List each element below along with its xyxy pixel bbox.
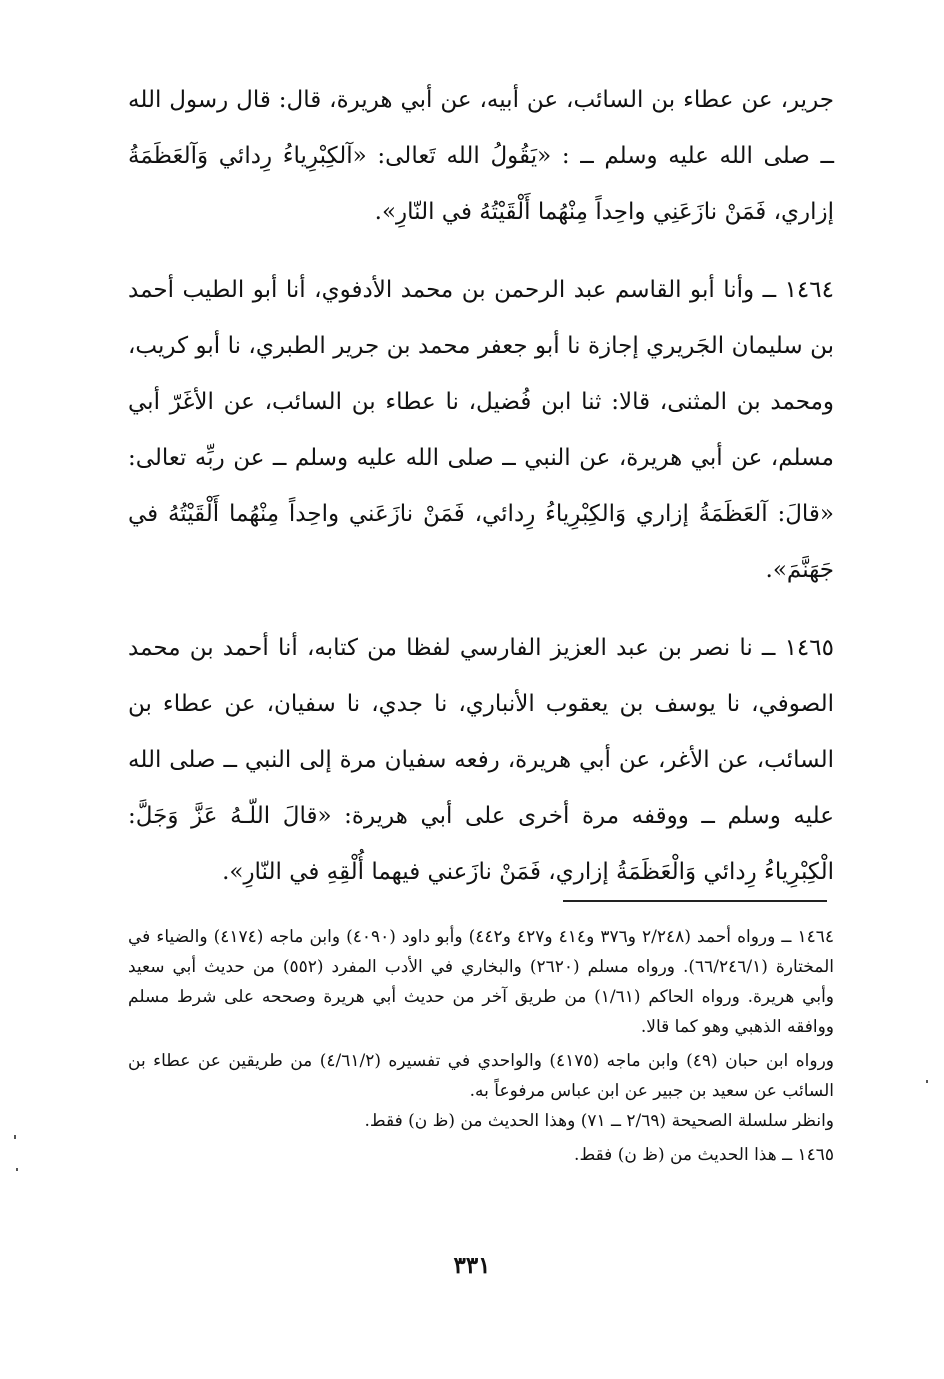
footnotes [128,922,834,1170]
footnote-1464-ibn-hibban: ورواه ابن حبان (٤٩) وابن ماجه (٤١٧٥) والواحدي في تفسيره (٤/٦١/٢) من طريقين عن عطاء بن السائب عن سعيد بن جبير عن ابن عباس مرفوعاً به. [128,1051,835,1101]
margin-speck-mark [926,1080,928,1083]
margin-speck-mark [16,1168,18,1171]
margin-speck-mark [14,1135,16,1139]
footnote-separator [563,900,827,902]
paragraph-hadith-1465: ١٤٦٥ ــ نا نصر بن عبد العزيز الفارسي لفظا من كتابه، أنا أحمد بن محمد الصوفي، نا يوسف بن يعقوب الأنباري، نا جدي، نا سفيان، عن عطاء بن السائب، عن الأغر، عن أبي هريرة، رفعه سفيان مرة إلى النبي ــ صلى الله عليه وسلم ــ ووقفه مرة أخرى على أبي هريرة: «قالَ اللّـهُ عَزَّ وَجَلَّ: الْكِبْرِياءُ رِدائي وَالْعَظَمَةُ إزاري، فَمَنْ نازَعني فيهما أُلْقِهِ في النّارِ». [128,635,834,885]
paragraph-hadith-continuation: جرير، عن عطاء بن السائب، عن أبيه، عن أبي هريرة، قال: قال رسول الله ــ صلى الله عليه وسلم ــ : «يَقُولُ الله تَعالى: «آلكِبْرِياءُ رِدائي وَآلعَظَمَةُ إزاري، فَمَنْ نازَعَنِي واحِداً مِنْهُما أَلْقَيْتُهُ في النّارِ». [128,87,834,225]
footnote-1465: ١٤٦٥ ــ هذا الحديث من (ظ ن) فقط. [574,1145,834,1165]
footnote-1464-see-also: وانظر سلسلة الصحيحة (٢/٦٩ ــ ٧١) وهذا الحديث من (ظ ن) فقط. [364,1111,834,1131]
paragraph-hadith-1464: ١٤٦٤ ــ وأنا أبو القاسم عبد الرحمن بن محمد الأدفوي، أنا أبو الطيب أحمد بن سليمان الجَريري إجازة نا أبو جعفر محمد بن جرير الطبري، نا أبو كريب، ومحمد بن المثنى، قالا: ثنا ابن فُضيل، نا عطاء بن السائب، عن الأغَرّ أبي مسلم، عن أبي هريرة، عن النبي ــ صلى الله عليه وسلم ــ عن ربِّه تعالى: «قالَ: آلعَظَمَةُ إزاري وَالكِبْرِياءُ رِدائي، فَمَنْ نازَعَني واحِداً مِنْهُما أَلْقَيْتُهُ في جَهَنَّمَ». [128,277,834,583]
footnote-1464: ١٤٦٤ ــ ورواه أحمد (٢/٢٤٨ و٣٧٦ و٤١٤ و٤٢٧ و٤٤٢) وأبو داود (٤٠٩٠) وابن ماجه (٤١٧٤) والضياء في المختارة (٦٦/٢٤٦/١). ورواه مسلم (٢٦٢٠) والبخاري في الأدب المفرد (٥٥٢) من حديث أبي سعيد وأبي هريرة. ورواه الحاكم (١/٦١) من طريق آخر من حديث أبي هريرة وصححه على شرط مسلم ووافقه الذهبي وهو كما قالا. [128,927,834,1037]
page-number: ٣٣١ [453,1252,491,1279]
main-text [128,72,834,922]
